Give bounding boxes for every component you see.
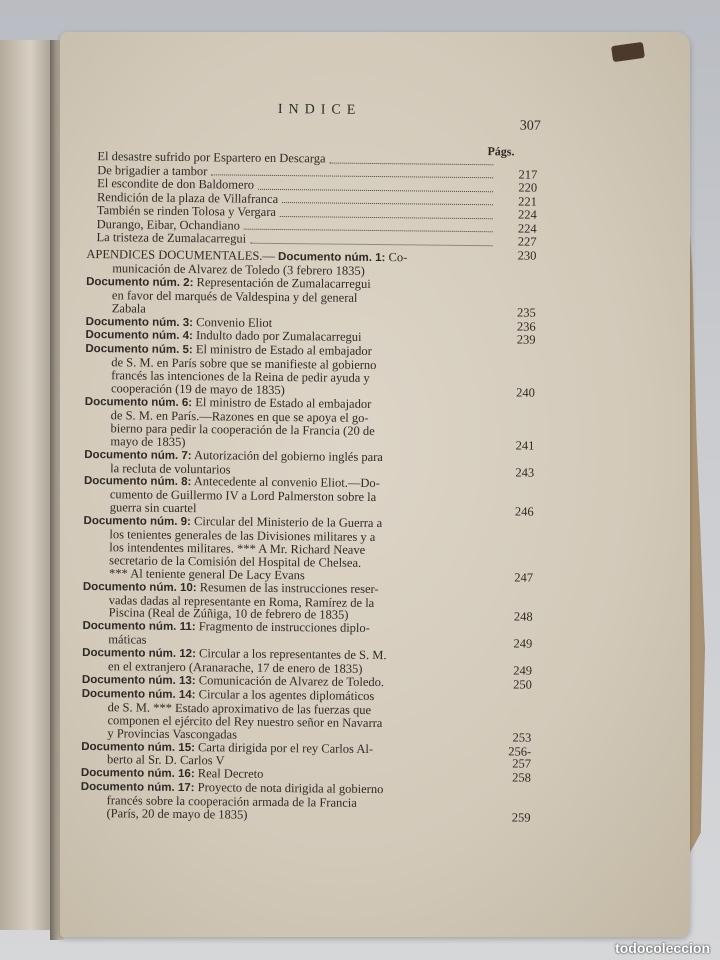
document-text: Indulto dado por Zumalacarregui — [195, 328, 362, 345]
document-page: 249 — [513, 663, 533, 678]
document-text: mayo de 1835) — [110, 433, 186, 449]
document-label: Documento núm. 14: — [81, 687, 196, 702]
document-text: Circular a los representantes de S. M. — [198, 646, 387, 663]
document-label: Documento núm. 16: — [80, 767, 195, 781]
document-label: Documento núm. 4: — [85, 329, 193, 343]
document-text: la recluta de voluntarios — [110, 460, 231, 477]
document-entry — [81, 687, 532, 744]
toc-entry-page: 221 — [518, 194, 538, 209]
document-text: El ministro de Estado al embajador — [195, 342, 372, 359]
document-text: vadas dadas al representante en Roma, Ramírez de la — [108, 592, 375, 610]
document-text: (París, 20 de mayo de 1835) — [106, 806, 248, 822]
document-text: Proyecto de nota dirigida al gobierno — [197, 780, 384, 797]
document-label: Documento núm. 2: — [86, 275, 194, 289]
document-text: máticas — [108, 632, 147, 647]
document-text: y Provincias Vascongadas — [107, 725, 238, 742]
toc-entry-page: 217 — [518, 167, 538, 182]
document-text: secretario de la Comisión del Hospital de Chelsea. — [109, 553, 362, 570]
document-label: Documento núm. 8: — [83, 475, 192, 489]
document-page: 249 — [513, 636, 533, 651]
document-page: 236 — [516, 319, 536, 334]
toc-entry-text: El desastre sufrido por Espartero en Descarga — [97, 149, 326, 166]
document-text: municación de Alvarez de Toledo (3 febrero 1835) — [112, 261, 365, 278]
document-text: *** Al teniente general De Lacy Evans — [108, 565, 305, 583]
toc-entry-page: 220 — [518, 180, 538, 195]
document-entry — [84, 474, 534, 518]
document-text: los tenientes generales de las Divisiones militares y a — [109, 527, 376, 545]
document-label: Documento núm. 12: — [82, 647, 196, 661]
document-text: berto al Sr. D. Carlos V — [107, 752, 225, 768]
document-page: 241 — [515, 438, 535, 453]
document-text: guerra sin cuartel — [109, 500, 197, 516]
document-text: Representación de Zumalacarregui — [196, 274, 371, 291]
document-text: Piscina (Real de Zúñiga, 10 de febrero de 1835) — [108, 605, 349, 623]
document-entry — [83, 580, 533, 624]
document-entry — [83, 514, 534, 584]
toc-entry-text: El escondite de don Baldomero — [97, 176, 255, 192]
document-page: 256-257 — [508, 743, 532, 772]
document-page: 258 — [512, 770, 531, 786]
document-entry — [84, 395, 535, 452]
document-label: Documento núm. 13: — [81, 673, 196, 688]
document-text: Real Decreto — [197, 766, 264, 782]
document-text: Comunicación de Alvarez de Toledo. — [198, 673, 385, 690]
appendix-section — [80, 248, 536, 825]
document-text: Resumen de las instrucciones reser- — [199, 579, 379, 596]
document-label: Documento núm. 6: — [84, 395, 193, 410]
document-page: 239 — [516, 332, 536, 348]
toc-entry-text: La tristeza de Zumalacarregui — [96, 230, 247, 246]
document-label: Documento núm. 5: — [85, 343, 193, 357]
document-text: Autorización del gobierno inglés para — [193, 447, 383, 464]
index-title: INDICE — [277, 101, 362, 118]
toc-entry-page: 227 — [517, 234, 537, 249]
document-page: 246 — [514, 504, 534, 519]
document-page: 247 — [514, 570, 534, 585]
document-page: 259 — [511, 810, 531, 825]
document-text: Zabala — [111, 300, 146, 316]
document-label: Documento núm. 17: — [80, 781, 195, 795]
toc-entry-text: Durango, Eibar, Ochandiano — [96, 216, 240, 233]
document-label: Documento núm. 9: — [83, 515, 191, 529]
document-text: de S. M. en París.—Razones en que se apoya el go- — [110, 408, 369, 425]
document-text: componen el ejército del Rey nuestro señor en Navarra — [107, 712, 383, 730]
document-text: El ministro de Estado al embajador — [195, 395, 372, 411]
document-text: cumento de Guillermo IV a Lord Palmerston sobre la — [109, 487, 377, 505]
document-text: en el extranjero (Aranarache, 17 de enero de 1835) — [107, 659, 363, 676]
toc-entry-text: También se rinden Tolosa y Vergara — [96, 203, 277, 219]
document-page: 248 — [513, 609, 533, 625]
toc-entry-page: 224 — [518, 207, 537, 222]
document-text: Circular a los agentes diplomáticos — [198, 687, 375, 703]
document-label: Documento núm. 10: — [82, 580, 197, 594]
document-label: Documento núm. 7: — [84, 448, 192, 462]
document-label: Documento núm. 1: — [278, 250, 386, 265]
pags-label: Págs. — [487, 144, 515, 159]
document-page: 240 — [516, 385, 536, 400]
document-text: Carta dirigida por el rey Carlos Al- — [198, 739, 374, 756]
toc-entry-text: Rendición de la plaza de Villafranca — [96, 189, 279, 206]
page-number: 307 — [519, 118, 541, 134]
document-entry — [85, 342, 536, 399]
appendix-title: APENDICES DOCUMENTALES.— — [86, 246, 276, 263]
document-label: Documento núm. 15: — [81, 740, 196, 754]
document-page: 253 — [512, 730, 532, 745]
document-text: bierno para pedir la cooperación de la Francia (20 de — [110, 421, 375, 438]
document-page: 250 — [513, 677, 532, 692]
document-entry — [80, 780, 530, 824]
document-text: cooperación (19 de mayo de 1835) — [110, 381, 285, 398]
document-text: en favor del marqués de Valdespina y del general — [111, 287, 358, 305]
document-text: Antecedente al convenio Eliot.—Do- — [193, 474, 380, 491]
document-text: Circular del Ministerio de la Guerra a — [193, 514, 383, 531]
document-label: Documento núm. 11: — [82, 620, 196, 634]
document-text: francés sobre la cooperación armada de la Francia — [106, 793, 357, 811]
chapter-entries — [96, 144, 537, 263]
document-label: Documento núm. 3: — [85, 315, 194, 329]
toc-entry-page: 224 — [517, 221, 537, 236]
document-text: Fragmento de instrucciones diplo- — [198, 619, 370, 636]
document-text: de S. M. *** Estado aproximativo de las fuerzas que — [107, 700, 372, 717]
document-page: 235 — [516, 305, 536, 320]
document-text: Convenio Eliot — [196, 314, 273, 330]
document-text: Co- — [388, 250, 408, 265]
document-text: los intendentes militares. *** A Mr. Richard Neave — [109, 540, 366, 557]
document-text: francés las intenciones de la Reina de pedir ayuda y — [111, 368, 370, 386]
document-page: 243 — [515, 464, 535, 480]
document-entry — [86, 275, 536, 319]
watermark: todocoleccion — [615, 940, 710, 956]
toc-entry-text: De brigadier a tambor — [97, 162, 208, 178]
document-text: de S. M. en París sobre que se manifieste al gobierno — [111, 355, 377, 373]
left-page-edge — [0, 40, 56, 930]
toc-entry-page: 230 — [517, 248, 537, 263]
